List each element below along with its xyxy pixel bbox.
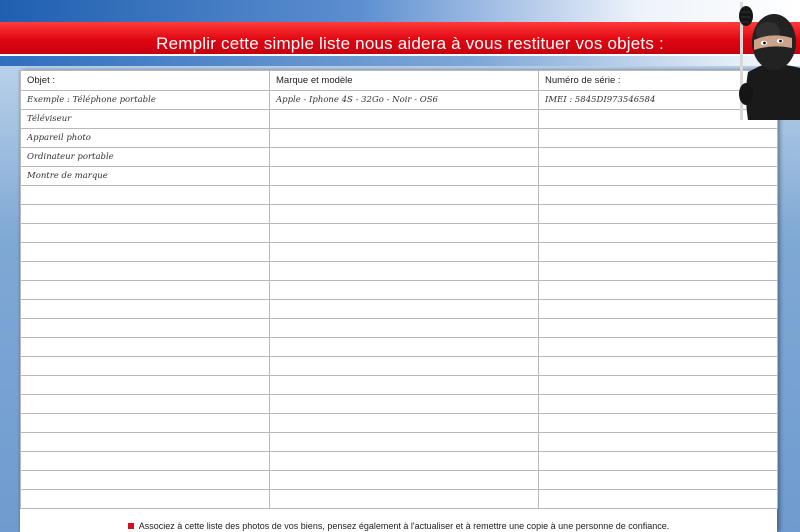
cell-numero-serie[interactable] (539, 148, 778, 167)
cell-numero-serie[interactable] (539, 167, 778, 186)
cell-numero-serie[interactable] (539, 262, 778, 281)
header-marque-modele: Marque et modèle (270, 71, 539, 91)
table-header-row (21, 71, 778, 91)
cell-numero-serie[interactable] (539, 224, 778, 243)
cell-numero-serie[interactable] (539, 414, 778, 433)
cell-numero-serie[interactable]: IMEI : 5845DI973546584 (539, 91, 778, 110)
table-row (21, 471, 778, 490)
cell-marque-modele[interactable] (270, 110, 539, 129)
inventory-table (20, 70, 778, 509)
cell-numero-serie[interactable] (539, 338, 778, 357)
cell-marque-modele[interactable]: Apple - Iphone 4S - 32Go - Noir - OS6 (270, 91, 539, 110)
table-row (21, 205, 778, 224)
cell-objet[interactable] (21, 490, 270, 509)
cell-numero-serie[interactable] (539, 319, 778, 338)
cell-marque-modele[interactable] (270, 414, 539, 433)
cell-marque-modele[interactable] (270, 452, 539, 471)
table-row (21, 167, 778, 186)
cell-objet[interactable] (21, 395, 270, 414)
cell-numero-serie[interactable] (539, 243, 778, 262)
cell-marque-modele[interactable] (270, 281, 539, 300)
table-row (21, 110, 778, 129)
cell-marque-modele[interactable] (270, 357, 539, 376)
cell-objet[interactable] (21, 433, 270, 452)
cell-numero-serie[interactable] (539, 376, 778, 395)
footnote (20, 521, 777, 531)
cell-marque-modele[interactable] (270, 395, 539, 414)
top-blue-band (0, 0, 800, 22)
cell-objet[interactable]: Exemple : Téléphone portable (21, 91, 270, 110)
table-row (21, 281, 778, 300)
cell-marque-modele[interactable] (270, 300, 539, 319)
table-row (21, 129, 778, 148)
cell-objet[interactable] (21, 243, 270, 262)
cell-marque-modele[interactable] (270, 148, 539, 167)
cell-marque-modele[interactable] (270, 224, 539, 243)
header-objet: Objet : (21, 71, 270, 91)
masked-burglar-icon (738, 2, 800, 120)
table-row (21, 338, 778, 357)
cell-marque-modele[interactable] (270, 186, 539, 205)
red-square-bullet-icon (128, 523, 134, 529)
table-row (21, 91, 778, 110)
banner-title: Remplir cette simple liste nous aidera à vous restituer vos objets : (156, 34, 664, 53)
title-banner (0, 22, 800, 56)
cell-objet[interactable]: Ordinateur portable (21, 148, 270, 167)
cell-objet[interactable] (21, 376, 270, 395)
cell-objet[interactable] (21, 224, 270, 243)
table-row (21, 452, 778, 471)
cell-marque-modele[interactable] (270, 167, 539, 186)
cell-objet[interactable] (21, 357, 270, 376)
cell-numero-serie[interactable] (539, 471, 778, 490)
cell-numero-serie[interactable] (539, 490, 778, 509)
cell-numero-serie[interactable] (539, 433, 778, 452)
cell-objet[interactable] (21, 262, 270, 281)
table-row (21, 357, 778, 376)
table-row (21, 395, 778, 414)
table-row (21, 376, 778, 395)
cell-marque-modele[interactable] (270, 319, 539, 338)
table-row (21, 262, 778, 281)
cell-numero-serie[interactable] (539, 357, 778, 376)
cell-numero-serie[interactable] (539, 300, 778, 319)
cell-objet[interactable] (21, 414, 270, 433)
cell-objet[interactable] (21, 281, 270, 300)
cell-objet[interactable] (21, 300, 270, 319)
header-numero-serie: Numéro de série : (539, 71, 778, 91)
cell-marque-modele[interactable] (270, 338, 539, 357)
cell-marque-modele[interactable] (270, 490, 539, 509)
inventory-sheet (20, 70, 777, 532)
footnote-text: Associez à cette liste des photos de vos biens, pensez également à l'actualiser et à remettre une copie à une personne de confiance. (138, 521, 670, 531)
cell-marque-modele[interactable] (270, 433, 539, 452)
cell-objet[interactable] (21, 186, 270, 205)
table-row (21, 490, 778, 509)
cell-numero-serie[interactable] (539, 452, 778, 471)
table-row (21, 243, 778, 262)
cell-marque-modele[interactable] (270, 129, 539, 148)
cell-objet[interactable] (21, 205, 270, 224)
cell-numero-serie[interactable] (539, 129, 778, 148)
cell-objet[interactable] (21, 319, 270, 338)
table-body (21, 91, 778, 509)
cell-marque-modele[interactable] (270, 205, 539, 224)
cell-objet[interactable] (21, 452, 270, 471)
cell-objet[interactable]: Téléviseur (21, 110, 270, 129)
cell-marque-modele[interactable] (270, 376, 539, 395)
cell-objet[interactable] (21, 471, 270, 490)
cell-marque-modele[interactable] (270, 262, 539, 281)
table-row (21, 148, 778, 167)
table-row (21, 224, 778, 243)
table-row (21, 414, 778, 433)
cell-numero-serie[interactable] (539, 205, 778, 224)
cell-objet[interactable]: Appareil photo (21, 129, 270, 148)
table-row (21, 300, 778, 319)
cell-objet[interactable]: Montre de marque (21, 167, 270, 186)
table-row (21, 433, 778, 452)
table-row (21, 319, 778, 338)
cell-numero-serie[interactable] (539, 395, 778, 414)
cell-marque-modele[interactable] (270, 471, 539, 490)
sub-blue-band (0, 56, 800, 66)
cell-marque-modele[interactable] (270, 243, 539, 262)
cell-objet[interactable] (21, 338, 270, 357)
table-row (21, 186, 778, 205)
cell-numero-serie[interactable] (539, 281, 778, 300)
cell-numero-serie[interactable] (539, 186, 778, 205)
